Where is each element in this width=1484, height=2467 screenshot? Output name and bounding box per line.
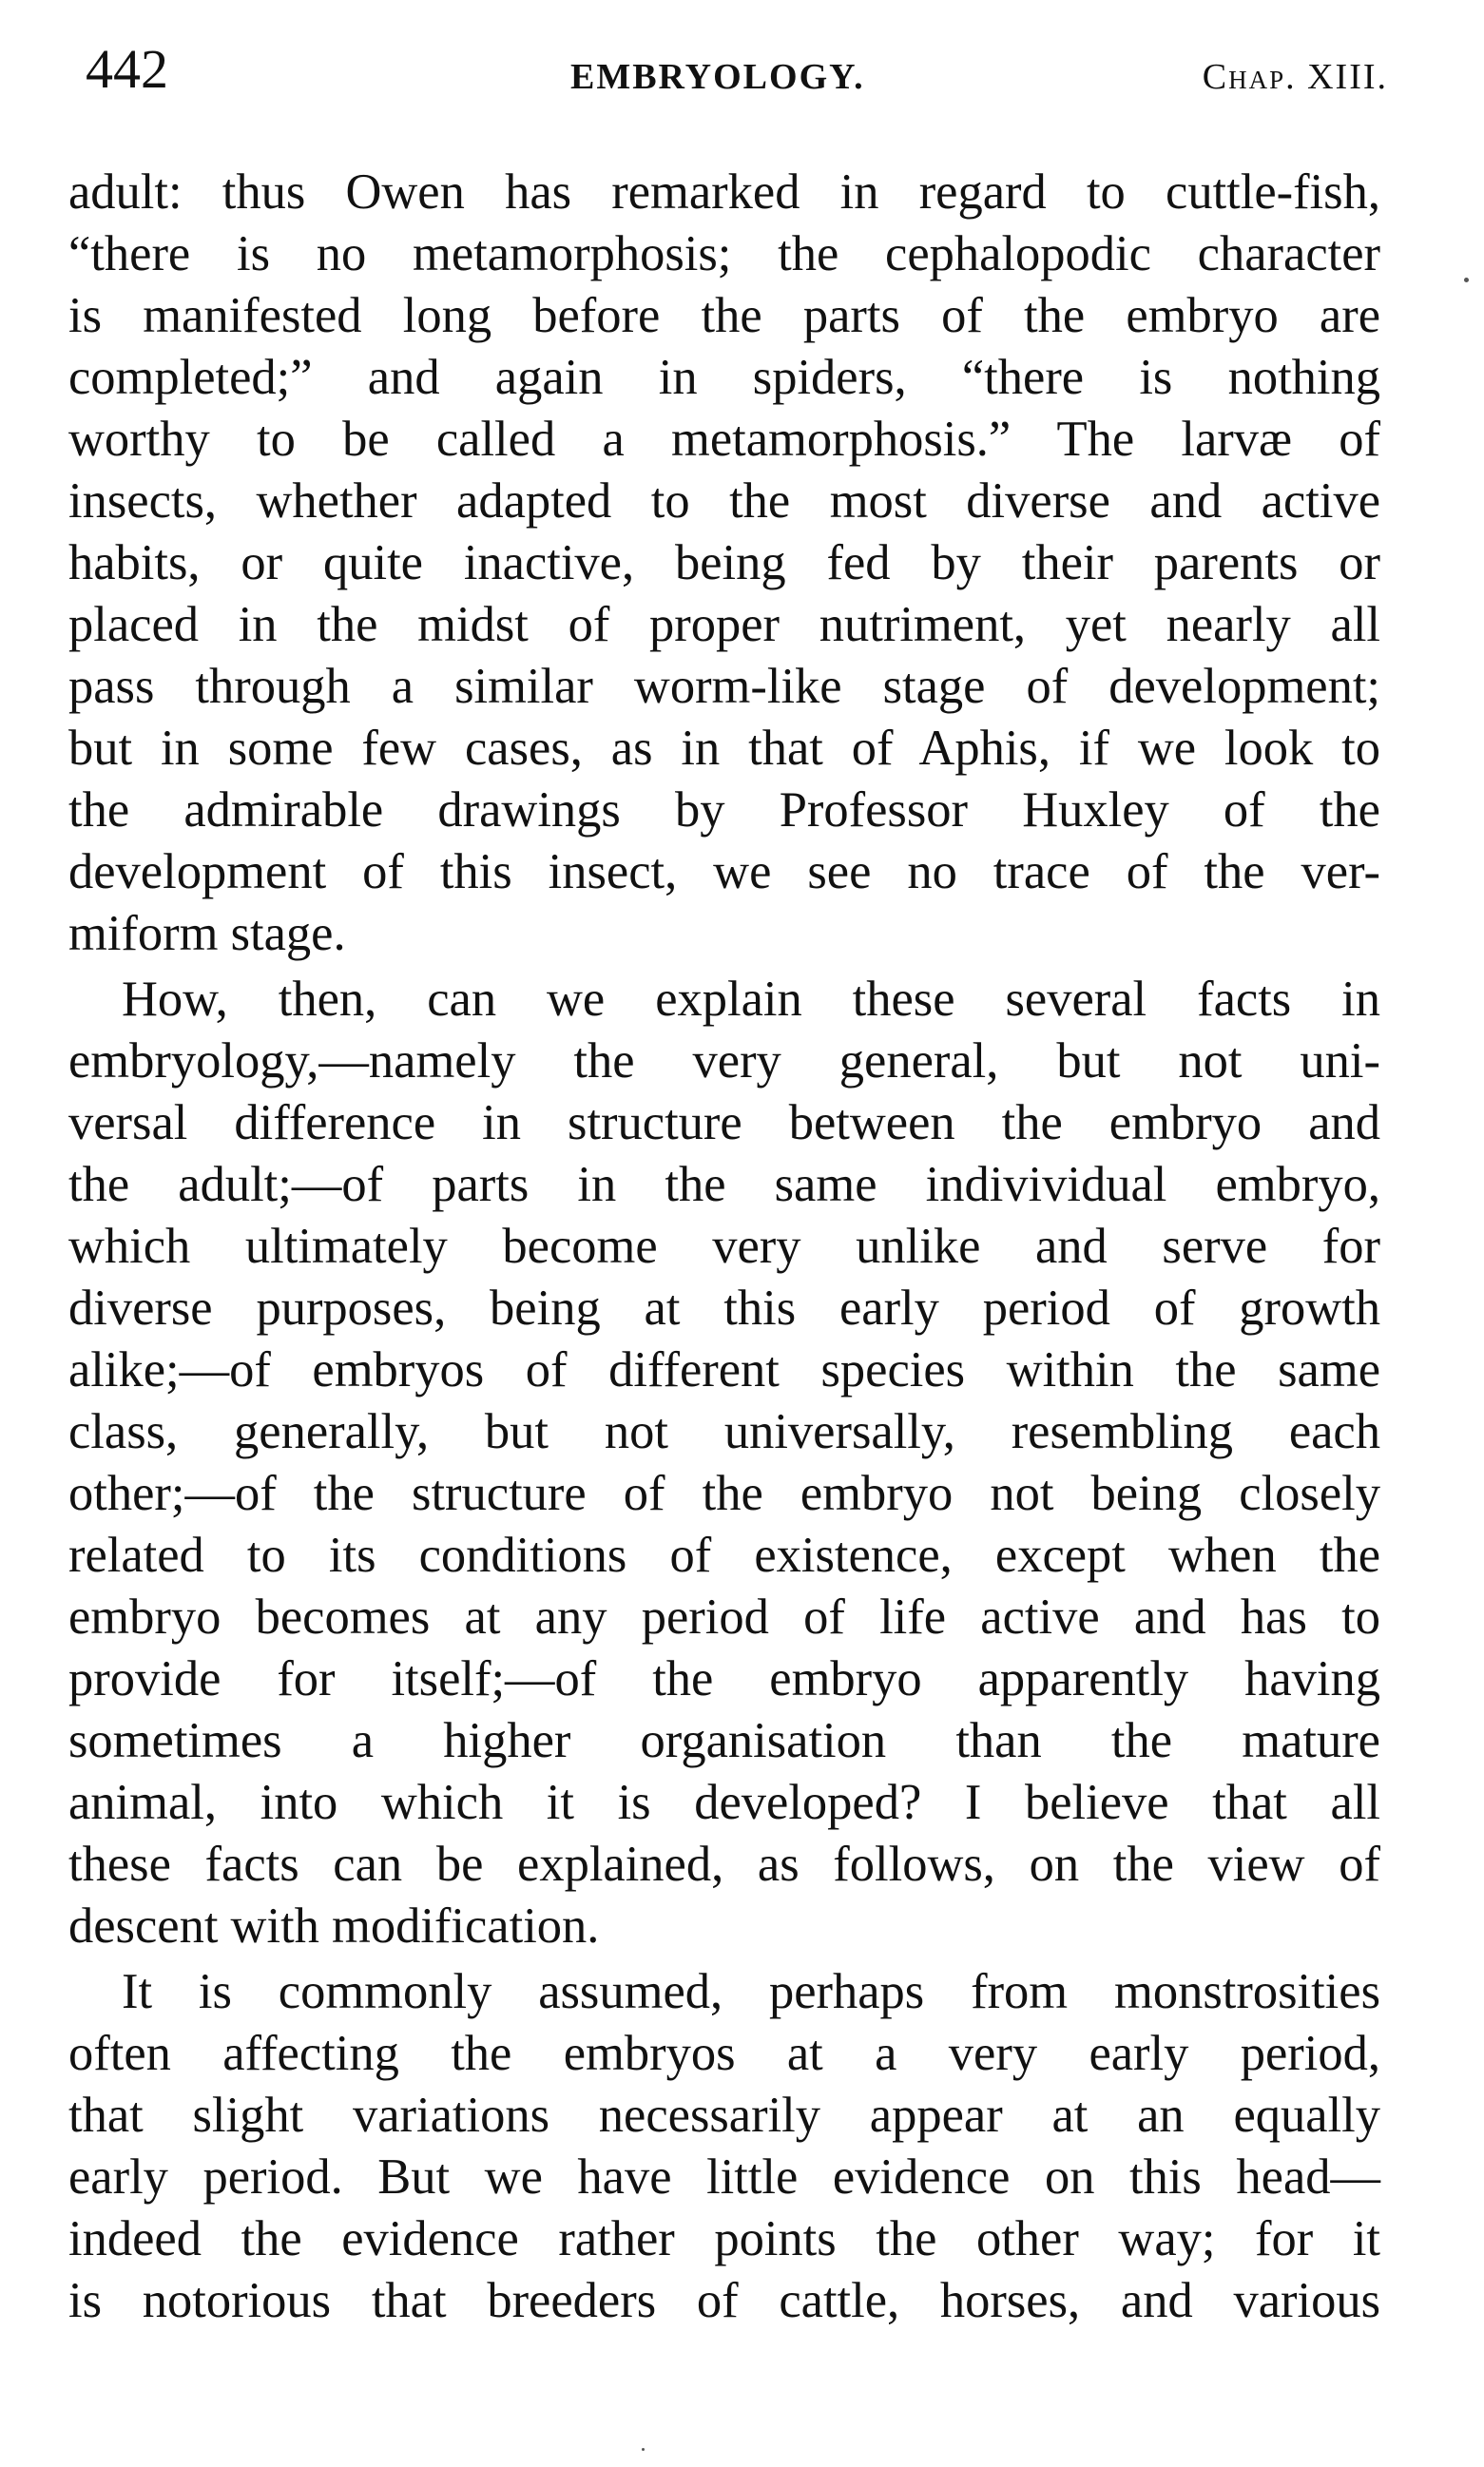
text-line: related to its conditions of existence, except when the — [68, 1528, 1380, 1583]
text-line: miform stage. — [68, 906, 346, 961]
body-text — [68, 162, 1380, 2332]
text-line: embryo becomes at any period of life active and has to — [68, 1590, 1380, 1645]
paragraph-3 — [68, 1961, 1380, 2332]
page-number: 442 — [86, 38, 168, 100]
text-line: the adult;—of parts in the same indivividual embryo, — [68, 1157, 1380, 1212]
text-line: How, then, can we explain these several facts in — [122, 972, 1380, 1027]
paragraph-2 — [68, 969, 1380, 1957]
text-line: adult: thus Owen has remarked in regard to cuttle-fish, — [68, 164, 1380, 220]
text-line: which ultimately become very unlike and serve for — [68, 1219, 1380, 1274]
text-line: worthy to be called a metamorphosis.” The larvæ of — [68, 412, 1380, 467]
text-line: embryology,—namely the very general, but not uni- — [68, 1033, 1380, 1089]
running-title: EMBRYOLOGY. — [570, 57, 865, 97]
text-line: but in some few cases, as in that of Aphis, if we look to — [68, 721, 1380, 776]
text-line: early period. But we have little evidence on this head— — [68, 2149, 1380, 2205]
text-line: class, generally, but not universally, resembling each — [68, 1404, 1380, 1459]
text-line: the admirable drawings by Professor Huxley of the — [68, 782, 1380, 838]
text-line: versal difference in structure between the embryo and — [68, 1095, 1380, 1150]
text-line: that slight variations necessarily appear at an equally — [68, 2088, 1380, 2143]
text-line: “there is no metamorphosis; the cephalopodic character — [68, 226, 1380, 281]
text-line: descent with modification. — [68, 1898, 600, 1954]
text-line: indeed the evidence rather points the other way; for it — [68, 2211, 1380, 2266]
text-line: is manifested long before the parts of the embryo are — [68, 288, 1380, 343]
text-line: It is commonly assumed, perhaps from monstrosities — [122, 1964, 1380, 2019]
text-line: other;—of the structure of the embryo not being closely — [68, 1466, 1380, 1521]
text-line: diverse purposes, being at this early period of growth — [68, 1281, 1380, 1336]
paragraph-1 — [68, 162, 1380, 965]
text-line: alike;—of embryos of different species within the same — [68, 1342, 1380, 1397]
ink-speck — [1464, 278, 1469, 282]
text-line: animal, into which it is developed? I believe that all — [68, 1775, 1380, 1830]
ink-speck — [642, 2448, 645, 2451]
text-line: development of this insect, we see no trace of the ver- — [68, 844, 1380, 899]
running-head — [76, 36, 1388, 103]
chapter-label: Chap. XIII. — [1202, 57, 1388, 97]
text-line: often affecting the embryos at a very early period, — [68, 2026, 1380, 2081]
text-line: completed;” and again in spiders, “there is nothing — [68, 350, 1380, 405]
text-line: is notorious that breeders of cattle, horses, and various — [68, 2273, 1380, 2328]
text-line: insects, whether adapted to the most diverse and active — [68, 473, 1380, 529]
text-line: sometimes a higher organisation than the mature — [68, 1713, 1380, 1768]
text-line: placed in the midst of proper nutriment, yet nearly all — [68, 597, 1380, 652]
text-line: these facts can be explained, as follows, on the view of — [68, 1837, 1380, 1892]
text-line: pass through a similar worm-like stage of development; — [68, 659, 1380, 714]
text-line: provide for itself;—of the embryo apparently having — [68, 1651, 1380, 1706]
text-line: habits, or quite inactive, being fed by their parents or — [68, 535, 1380, 590]
